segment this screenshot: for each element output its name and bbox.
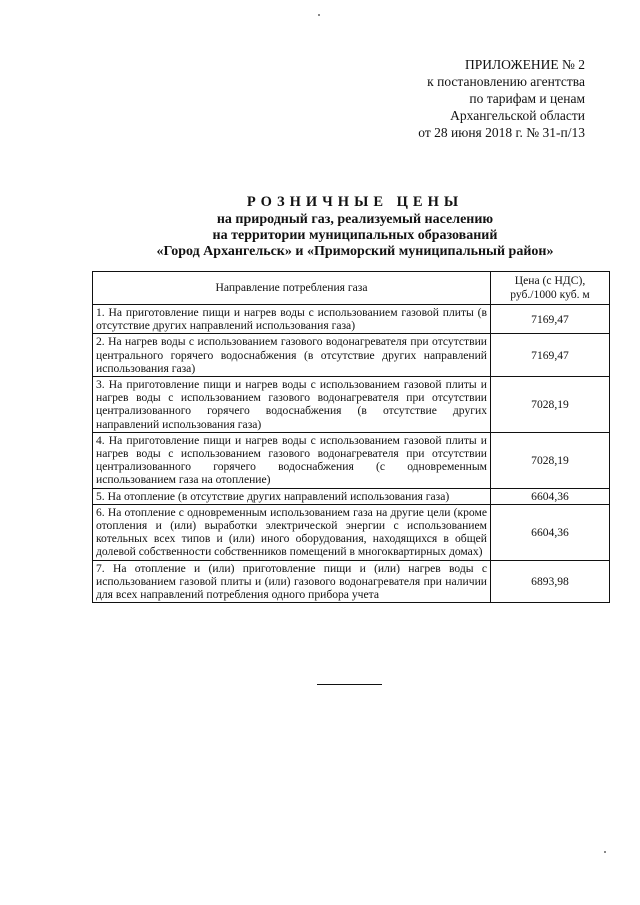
appendix-line: ПРИЛОЖЕНИЕ № 2 — [464, 57, 585, 72]
closing-rule — [317, 684, 382, 685]
row-direction: 3. На приготовление пищи и нагрев воды с использованием газовой плиты и нагрев воды с использованием газового водонагревателя при отсутствии централизованного горячего водоснабжения (в отсутствие других направлений использования газа) — [93, 377, 491, 433]
row-price: 7028,19 — [491, 377, 610, 433]
row-direction: 6. На отопление с одновременным использованием газа на другие цели (кроме отопления и (или) выработки электрической энергии с использованием котельных всех типов и (или) иного оборудования, находящихся в общей долевой собственности собственников помещений в многоквартирных домах) — [93, 504, 491, 560]
title-line: на территории муниципальных образований — [212, 228, 498, 243]
table-row — [93, 334, 610, 377]
row-price: 7169,47 — [491, 305, 610, 334]
row-direction: 4. На приготовление пищи и нагрев воды с использованием газовой плиты и нагрев воды с использованием газового водонагревателя при отсутствии централизованного горячего водоснабжения (с одновременным использованием газа на отопление) — [93, 432, 491, 488]
table-header-row — [93, 272, 610, 305]
title-main: РОЗНИЧНЫЕ ЦЕНЫ — [246, 194, 464, 210]
row-direction: 7. На отопление и (или) приготовление пищи и (или) нагрев воды с использованием газовой плиты и (или) газового водонагревателя при наличии для всех направлений потребления одного прибора учета — [93, 560, 491, 603]
table-row — [93, 377, 610, 433]
table-row — [93, 432, 610, 488]
appendix-line: к постановлению агентства — [427, 74, 585, 89]
row-price: 6893,98 — [491, 560, 610, 603]
table-row — [93, 560, 610, 603]
row-price: 7169,47 — [491, 334, 610, 377]
title-line: «Город Архангельск» и «Приморский муниципальный район» — [156, 244, 554, 259]
appendix-line: Архангельской области — [450, 108, 585, 123]
row-price: 7028,19 — [491, 432, 610, 488]
appendix-line: по тарифам и ценам — [469, 91, 585, 106]
row-price: 6604,36 — [491, 504, 610, 560]
scan-speck — [318, 14, 320, 16]
row-direction: 5. На отопление (в отсутствие других направлений использования газа) — [93, 488, 491, 504]
scan-speck — [604, 851, 606, 853]
price-table — [92, 271, 610, 603]
row-price: 6604,36 — [491, 488, 610, 504]
title-line: на природный газ, реализуемый населению — [216, 212, 494, 227]
table-row — [93, 504, 610, 560]
row-direction: 1. На приготовление пищи и нагрев воды с использованием газовой плиты (в отсутствие других направлений использования газа) — [93, 305, 491, 334]
table-row — [93, 305, 610, 334]
document-title — [60, 192, 640, 260]
table-row — [93, 488, 610, 504]
appendix-block — [418, 56, 585, 141]
row-direction: 2. На нагрев воды с использованием газового водонагревателя при отсутствии центрального горячего водоснабжения (в отсутствие других направлений использования газа) — [93, 334, 491, 377]
header-direction: Направление потребления газа — [93, 272, 491, 305]
header-price: Цена (с НДС), руб./1000 куб. м — [491, 272, 610, 305]
appendix-line: от 28 июня 2018 г. № 31-п/13 — [418, 125, 585, 140]
